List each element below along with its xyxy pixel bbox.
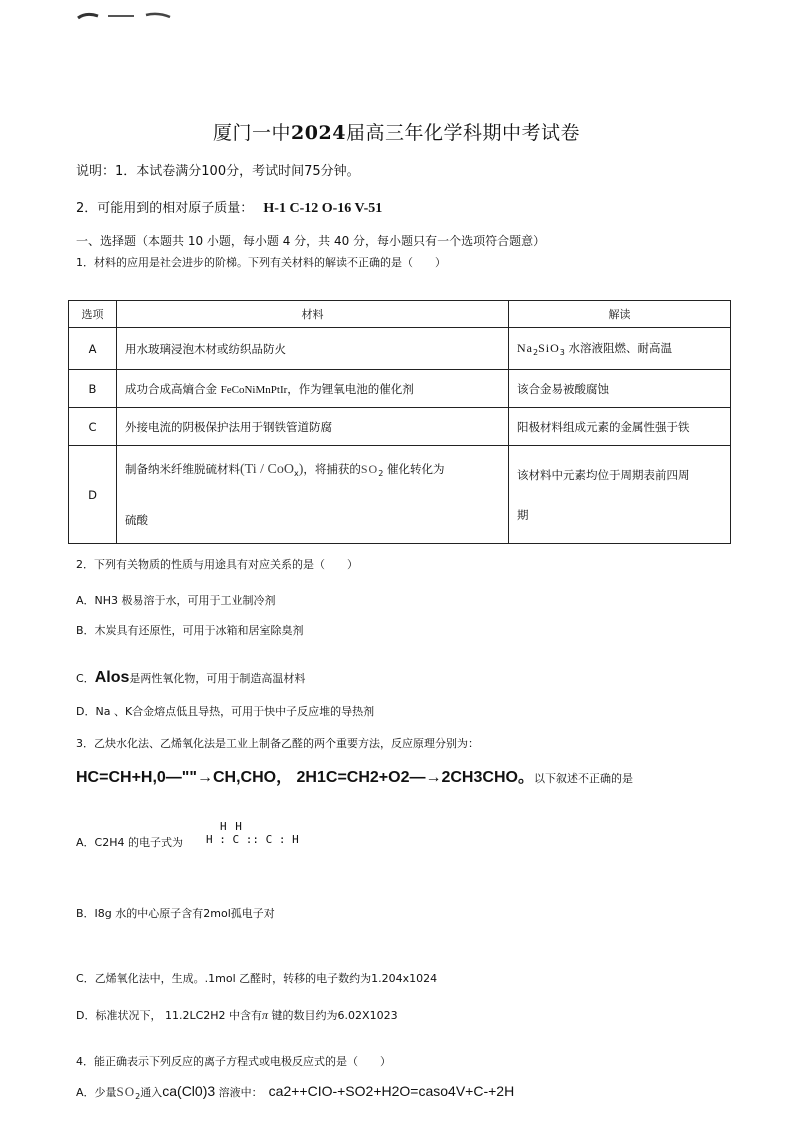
table-header: 选项 [69,301,117,328]
table-row [69,446,731,544]
table-row [69,370,731,408]
q3-option-c: C．乙烯氧化法中，生成。.1mol 乙醛时，转移的电子数约为1.204x1024 [76,972,438,985]
table-header: 解读 [509,301,731,328]
atomic-masses: H-1 C-12 O-16 V-51 [263,201,383,216]
title-pre: 厦门一中 [213,122,292,144]
material-cell: 用水玻璃浸泡木材或纺织品防火 [117,328,509,370]
question-1-stem: 1．材料的应用是社会进步的阶梯。下列有关材料的解读不正确的是（ ） [76,256,446,269]
q3-option-d: D．标准状况下， 11.2LC2H2 中含有π 键的数目约为6.02X1023 [76,1008,398,1022]
scan-mark [76,10,172,22]
pi-symbol: π [262,1008,269,1022]
question-3-stem: 3．乙炔水化法、乙烯氧化法是工业上制备乙醛的两个重要方法，反应原理分别为： [76,737,479,750]
option-cell: D [69,446,117,544]
q3-reaction [76,764,633,787]
reaction-tail: 以下叙述不正确的是 [533,772,633,785]
lewis-bottom-row: H : C :: C : H [206,833,299,846]
table-row [69,328,731,370]
material-line-1: 制备纳米纤维脱硫材料(Ti / CoO$_x$)，将捕获的$SO_2$ 催化转化为 [125,462,445,478]
material-cell: 成功合成高熵合金 FeCoNiMnPtIr，作为锂氧电池的催化剂 [117,370,509,408]
interpretation-cell: 阳极材料组成元素的金属性强于铁 [509,408,731,446]
question-2-stem: 2．下列有关物质的性质与用途具有对应关系的是（ ） [76,558,358,571]
table-header-row [69,301,731,328]
q2-option-c: C．Alos是两性氧化物，可用于制造高温材料 [76,669,306,686]
note-line-2-label: 2．可能用到的相对原子质量： [76,201,254,216]
q3-option-b: B．I8g 水的中心原子含有2mol孤电子对 [76,907,275,920]
q2-option-b: B．木炭具有还原性，可用于冰箱和居室除臭剂 [76,624,304,637]
option-cell: B [69,370,117,408]
interpretation-cell: $Na_2SiO_3$ 水溶液阻燃、耐高温 [509,328,731,370]
option-cell: A [69,328,117,370]
option-cell: C [69,408,117,446]
material-line-2: 硫酸 [125,513,148,527]
page-title [0,118,793,145]
table-header: 材料 [117,301,509,328]
ionic-equation: ca2++CIO-+SO2+H2O=caso4V+C-+2H [268,1083,515,1099]
materials-table [68,300,731,544]
material-cell [117,446,509,544]
lewis-top-row: H H [220,820,243,833]
title-post: 届高三年化学科期中考试卷 [345,122,580,144]
q3-option-a: A．C2H4 的电子式为 [76,836,183,849]
reaction-equations: HC=CH+H,0—""→CH,CHO， 2H1C=CH2+O2—→2CH3CHO。 [76,769,534,786]
ethylene-lewis-structure [206,820,299,846]
title-year: 2024 [291,122,346,144]
question-4-stem: 4．能正确表示下列反应的离子方程式或电极反应式的是（ ） [76,1055,391,1068]
interp-line-2: 期 [517,507,529,522]
note-line-1: 说明：1．本试卷满分100分，考试时间75分钟。 [76,164,360,179]
material-cell: 外接电流的阴极保护法用于钢铁管道防腐 [117,408,509,446]
interpretation-cell: 该合金易被酸腐蚀 [509,370,731,408]
interpretation-cell [509,446,731,544]
interp-line-1: 该材料中元素均位于周期表前四周 [517,467,690,482]
note-line-2 [76,197,382,217]
q4-option-a: A．少量$SO_2$通入ca(Cl0)3 溶液中： ca2++CIO-+SO2+H2O=caso4V+C-+2H [76,1083,515,1101]
table-row [69,408,731,446]
section-header: 一、选择题（本题共 10 小题，每小题 4 分，共 40 分，每小题只有一个选项符合题意） [76,234,546,248]
q2-option-a: A．NH3 极易溶于水，可用于工业制冷剂 [76,594,276,607]
q2-option-d: D．Na 、K合金熔点低且导热，可用于快中子反应堆的导热剂 [76,705,375,718]
